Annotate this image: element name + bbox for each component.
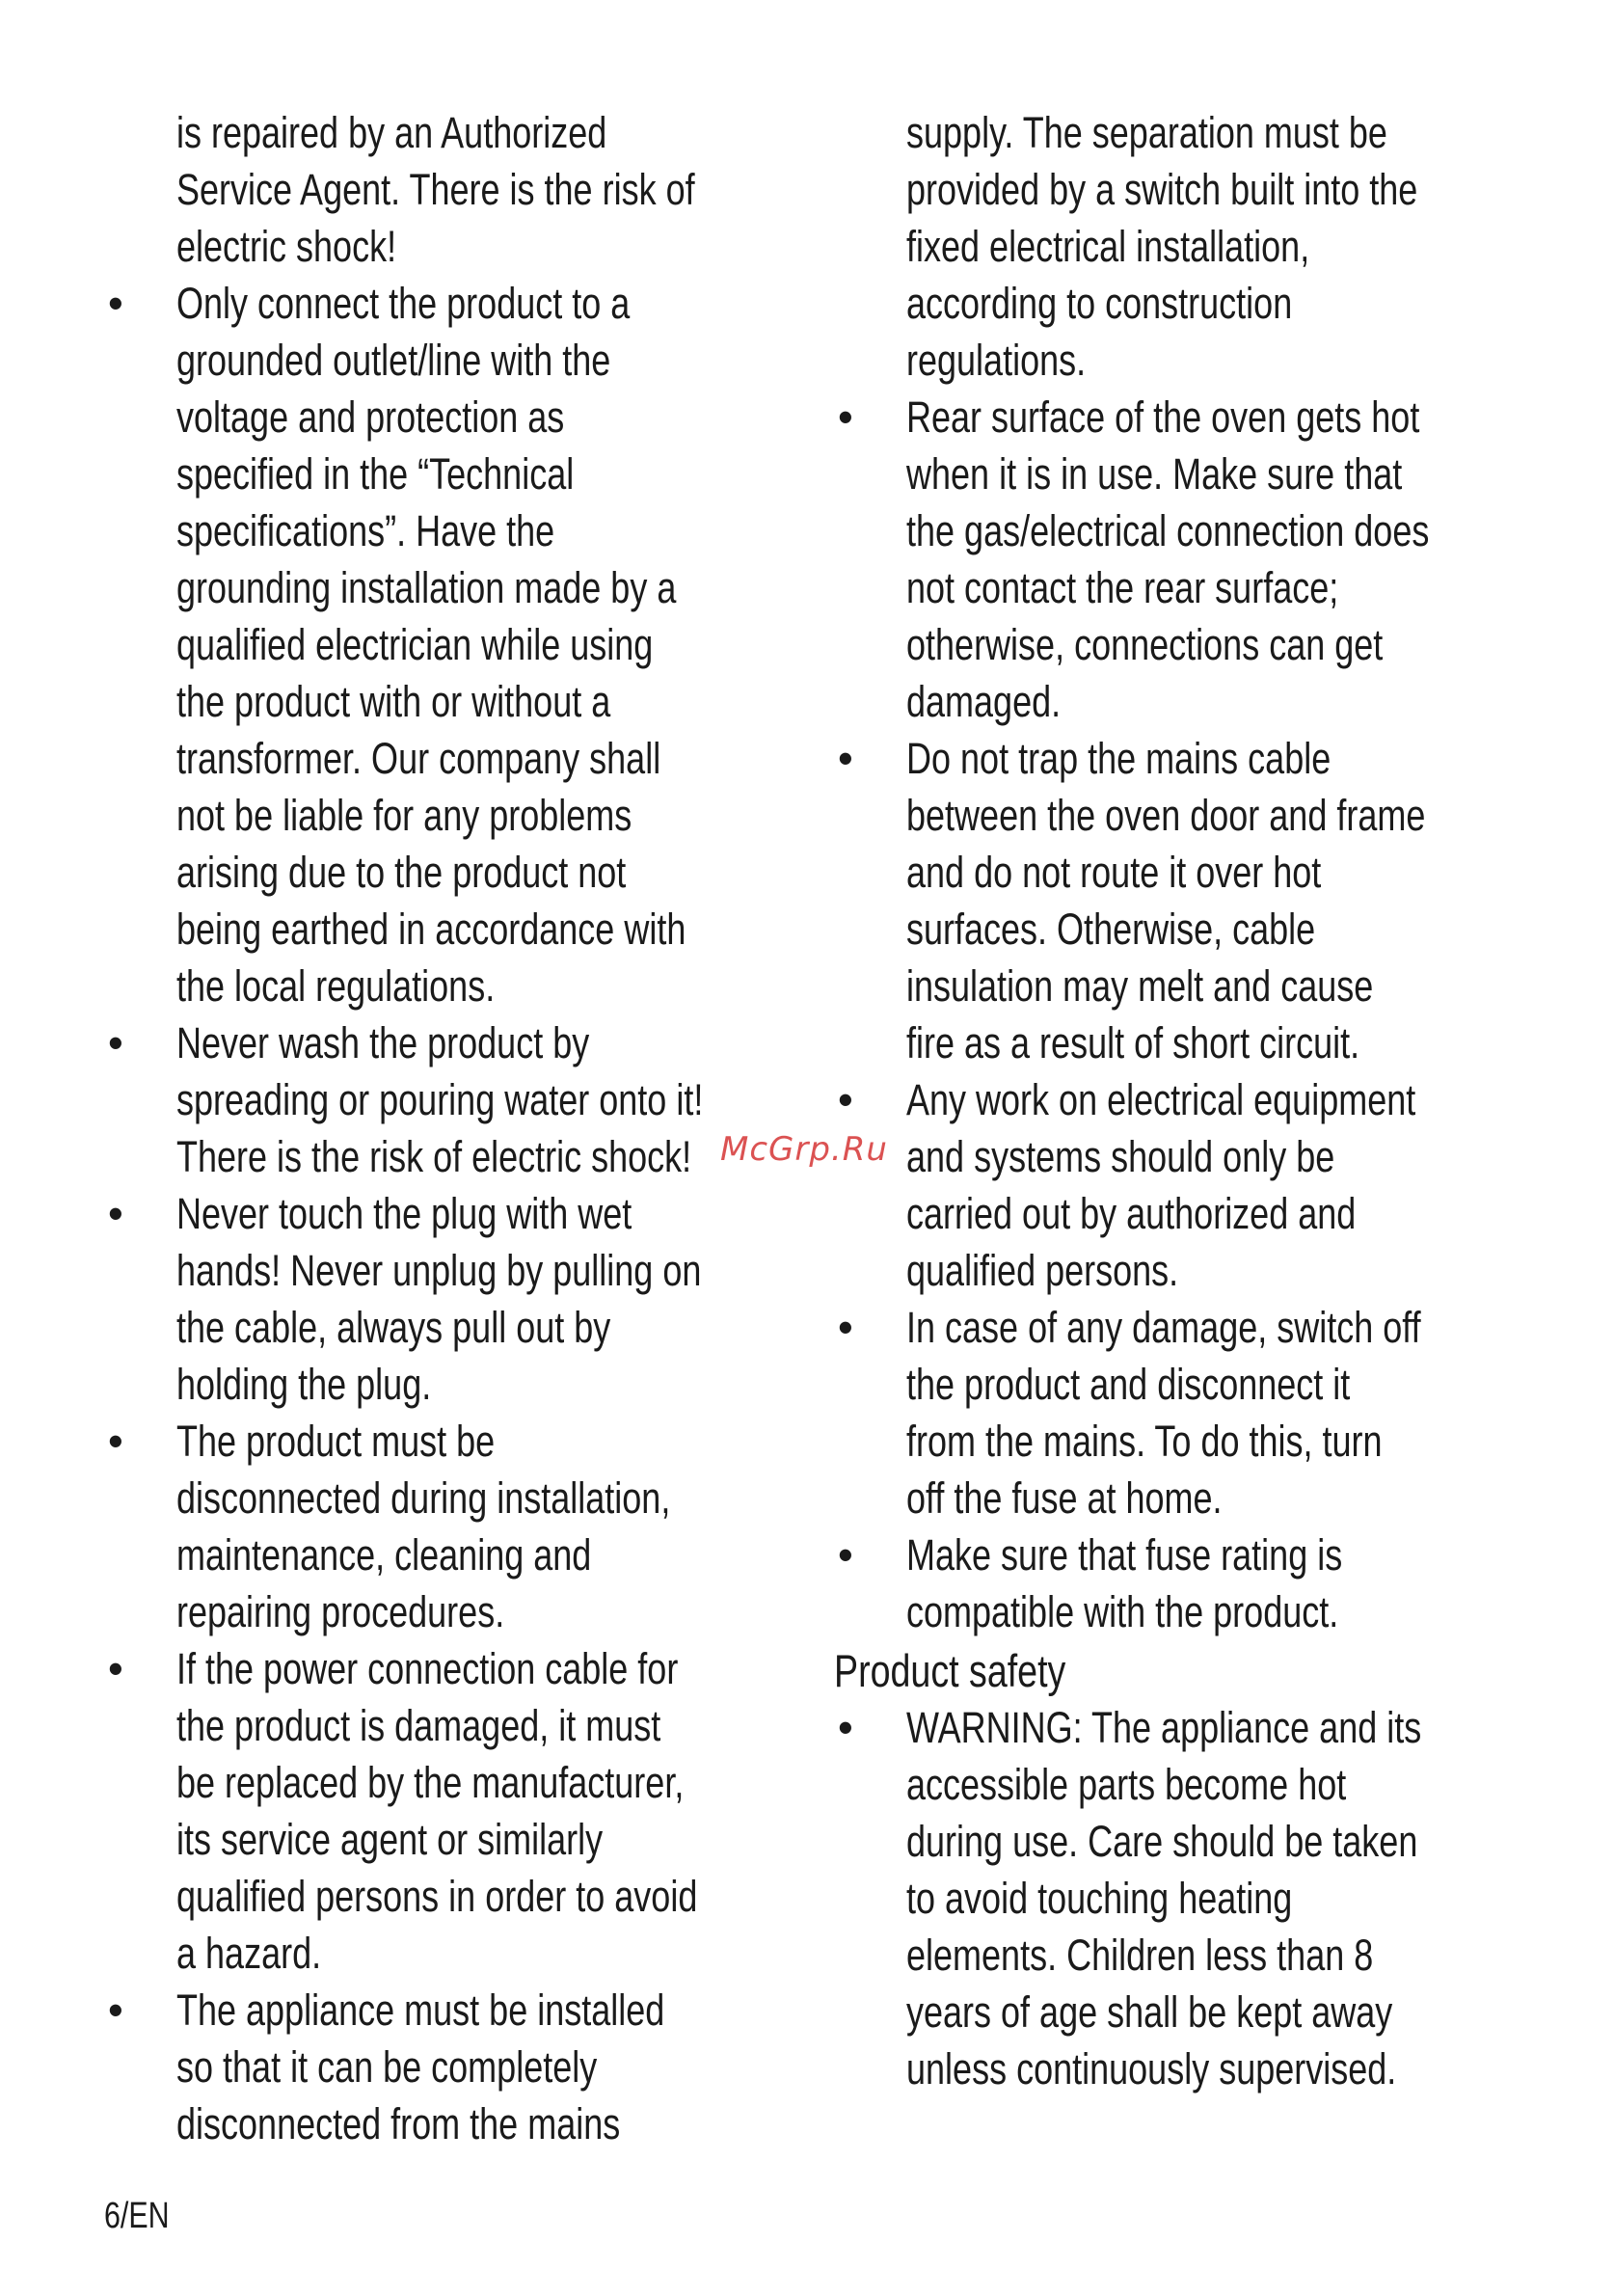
bullet-item [104, 1982, 798, 2152]
text-line: from the mains. To do this, turn [906, 1417, 1383, 1466]
bullet-item [104, 1413, 798, 1640]
bullet-item [104, 1014, 798, 1185]
text-line: otherwise, connections can get [906, 620, 1384, 669]
bullet-icon: • [108, 1644, 123, 1693]
text-line: being earthed in accordance with [176, 905, 686, 954]
text-line: carried out by authorized and [906, 1189, 1357, 1238]
text-line: fire as a result of short circuit. [906, 1018, 1360, 1067]
text-line: and systems should only be [906, 1132, 1335, 1181]
text-line: The appliance must be installed [176, 1985, 665, 2035]
right-column [834, 104, 1528, 2097]
bullet-icon: • [838, 1075, 853, 1124]
text-line: Make sure that fuse rating is [906, 1530, 1343, 1580]
text-line: supply. The separation must be [906, 108, 1387, 157]
text-line: spreading or pouring water onto it! [176, 1075, 704, 1124]
bullet-item [834, 389, 1528, 730]
text-line: insulation may melt and cause [906, 961, 1374, 1011]
text-line: There is the risk of electric shock! [176, 1132, 692, 1181]
text-line: maintenance, cleaning and [176, 1530, 592, 1580]
text-line: voltage and protection as [176, 392, 565, 442]
text-line: the product and disconnect it [906, 1360, 1351, 1409]
text-line: regulations. [906, 336, 1087, 385]
left-continuation-text [104, 104, 798, 275]
bullet-icon: • [108, 1189, 123, 1238]
text-line: qualified persons in order to avoid [176, 1872, 698, 1921]
text-line: is repaired by an Authorized [176, 108, 607, 157]
bullet-icon: • [108, 1417, 123, 1466]
text-line: be replaced by the manufacturer, [176, 1758, 685, 1807]
bullet-item [104, 1640, 798, 1982]
text-line: transformer. Our company shall [176, 734, 661, 783]
text-line: grounded outlet/line with the [176, 336, 611, 385]
text-line: not contact the rear surface; [906, 563, 1339, 612]
text-line: the gas/electrical connection does [906, 506, 1430, 555]
bullet-icon: • [838, 734, 853, 783]
text-line: In case of any damage, switch off [906, 1303, 1421, 1352]
bullet-item [834, 1071, 1528, 1299]
bullet-icon: • [108, 1985, 123, 2035]
text-line: a hazard. [176, 1929, 322, 1978]
bullet-icon: • [838, 1303, 853, 1352]
text-line: so that it can be completely [176, 2042, 598, 2092]
text-line: the product with or without a [176, 677, 611, 726]
bullet-item [104, 1185, 798, 1413]
text-line: compatible with the product. [906, 1587, 1339, 1636]
left-column [104, 104, 798, 2152]
text-line: Service Agent. There is the risk of [176, 165, 695, 214]
text-line: provided by a switch built into the [906, 165, 1418, 214]
text-line: surfaces. Otherwise, cable [906, 905, 1316, 954]
text-line: Only connect the product to a [176, 279, 631, 328]
watermark: McGrp.Ru [720, 1130, 888, 1169]
bullet-item [834, 1699, 1528, 2097]
text-line: WARNING: The appliance and its [906, 1703, 1422, 1752]
text-line: Rear surface of the oven gets hot [906, 392, 1420, 442]
bullet-icon: • [108, 1018, 123, 1067]
text-line: grounding installation made by a [176, 563, 677, 612]
text-line: electric shock! [176, 222, 397, 271]
text-line: between the oven door and frame [906, 791, 1426, 840]
page-number: 6/EN [104, 2196, 170, 2236]
bullet-item [104, 275, 798, 1014]
bullet-item [834, 1299, 1528, 1526]
text-line: off the fuse at home. [906, 1473, 1223, 1523]
text-line: Any work on electrical equipment [906, 1075, 1416, 1124]
bullet-icon: • [838, 392, 853, 442]
text-line: repairing procedures. [176, 1587, 505, 1636]
right-continuation-text [834, 104, 1528, 389]
text-line: qualified persons. [906, 1246, 1179, 1295]
text-line: when it is in use. Make sure that [906, 449, 1403, 499]
text-line: accessible parts become hot [906, 1760, 1347, 1809]
text-line: years of age shall be kept away [906, 1987, 1393, 2037]
bullet-icon: • [838, 1703, 853, 1752]
text-line: hands! Never unplug by pulling on [176, 1246, 702, 1295]
text-line: the local regulations. [176, 961, 496, 1011]
text-line: disconnected during installation, [176, 1473, 671, 1523]
text-line: to avoid touching heating [906, 1874, 1293, 1923]
text-line: disconnected from the mains [176, 2099, 621, 2148]
text-line: Never wash the product by [176, 1018, 590, 1067]
text-line: the cable, always pull out by [176, 1303, 611, 1352]
text-line: fixed electrical installation, [906, 222, 1310, 271]
text-line: during use. Care should be taken [906, 1817, 1418, 1866]
text-line: Do not trap the mains cable [906, 734, 1332, 783]
text-line: specified in the “Technical [176, 449, 575, 499]
bullet-icon: • [108, 279, 123, 328]
text-line: qualified electrician while using [176, 620, 654, 669]
text-line: not be liable for any problems [176, 791, 632, 840]
text-line: If the power connection cable for [176, 1644, 679, 1693]
text-line: the product is damaged, it must [176, 1701, 661, 1750]
text-line: and do not route it over hot [906, 848, 1322, 897]
text-line: Never touch the plug with wet [176, 1189, 632, 1238]
bullet-item [834, 730, 1528, 1071]
section-heading: Product safety [834, 1645, 1066, 1696]
text-line: arising due to the product not [176, 848, 627, 897]
text-line: holding the plug. [176, 1360, 432, 1409]
text-line: specifications”. Have the [176, 506, 555, 555]
text-line: elements. Children less than 8 [906, 1931, 1374, 1980]
text-line: The product must be [176, 1417, 496, 1466]
bullet-icon: • [838, 1530, 853, 1580]
text-line: according to construction [906, 279, 1293, 328]
text-line: unless continuously supervised. [906, 2044, 1397, 2093]
text-line: its service agent or similarly [176, 1815, 604, 1864]
bullet-item [834, 1526, 1528, 1640]
text-line: damaged. [906, 677, 1062, 726]
